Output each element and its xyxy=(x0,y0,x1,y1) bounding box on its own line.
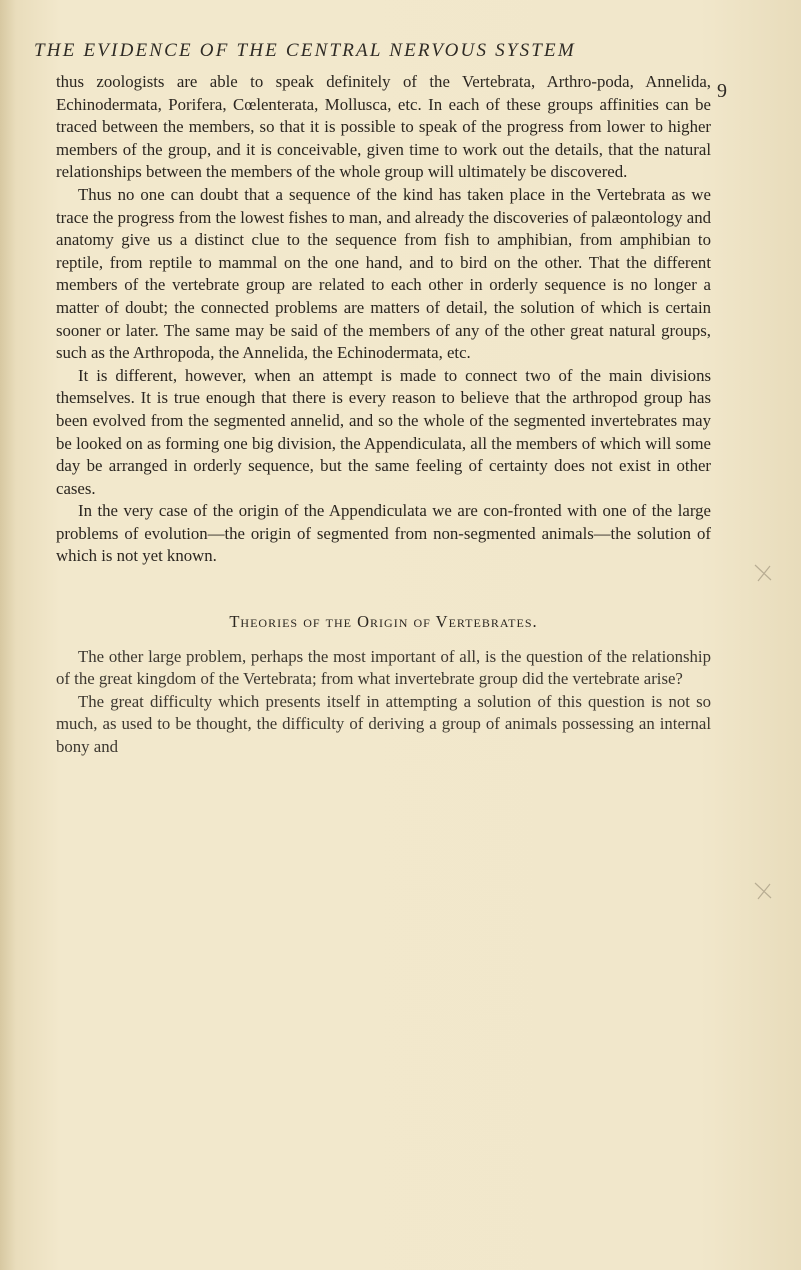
margin-pencil-mark-1 xyxy=(752,562,774,584)
paragraph-4: In the very case of the origin of the Appendiculata we are con-fronted with one of the large problems of evolution—the origin of segmented from non-segmented animals—the solution of which is not yet known. xyxy=(56,501,711,566)
running-title: THE EVIDENCE OF THE CENTRAL NERVOUS SYSTEM xyxy=(34,40,576,61)
paragraph-2: Thus no one can doubt that a sequence of the kind has taken place in the Vertebrata as we trace the progress from the lowest fishes to man, and already the discoveries of palæontology and anatomy give us a distinct clue to the sequence from fish to amphibian, from amphibian to reptile, from reptile to mammal on the one hand, and to bird on the other. That the different members of the vertebrate group are related to each other in orderly sequence is no longer a matter of doubt; the connected problems are matters of detail, the solution of which is certain sooner or later. The same may be said of the members of any of the other great natural groups, such as the Arthropoda, the Annelida, the Echinodermata, etc. xyxy=(56,184,711,363)
paragraph-5: The other large problem, perhaps the most important of all, is the question of the relationship of the great kingdom of the Vertebrata; from what invertebrate group did the vertebrate arise? xyxy=(56,646,711,689)
running-head xyxy=(34,40,754,102)
page-number: 9 xyxy=(717,80,727,102)
paragraph-6: The great difficulty which presents itself in attempting a solution of this question is not so much, as used to be thought, the difficulty of deriving a group of animals possessing an internal bony and xyxy=(56,691,711,757)
margin-pencil-mark-2 xyxy=(752,880,774,902)
paragraph-1: thus zoologists are able to speak definitely of the Vertebrata, Arthro-poda, Annelida, Echinodermata, Porifera, Cœlenterata, Mollusca, etc. In each of these groups affinities can be traced between the members, so that it is possible to speak of the progress from lower to higher members of the group, and it is conceivable, given time to work out the details, that the natural relationships between the members of the whole group will ultimately be discovered. xyxy=(56,72,711,182)
binding-shadow xyxy=(0,0,16,1270)
main-text xyxy=(56,71,711,759)
section-heading: Theories of the Origin of Vertebrates. xyxy=(229,612,538,632)
paragraph-3: It is different, however, when an attempt is made to connect two of the main divisions themselves. It is true enough that there is every reason to believe that the arthropod group has been evolved from the segmented annelid, and so the whole of the segmented invertebrates may be looked on as forming one big division, the Appendiculata, all the members of which will some day be arranged in orderly sequence, but the same feeling of certainty does not exist in other cases. xyxy=(56,365,711,498)
